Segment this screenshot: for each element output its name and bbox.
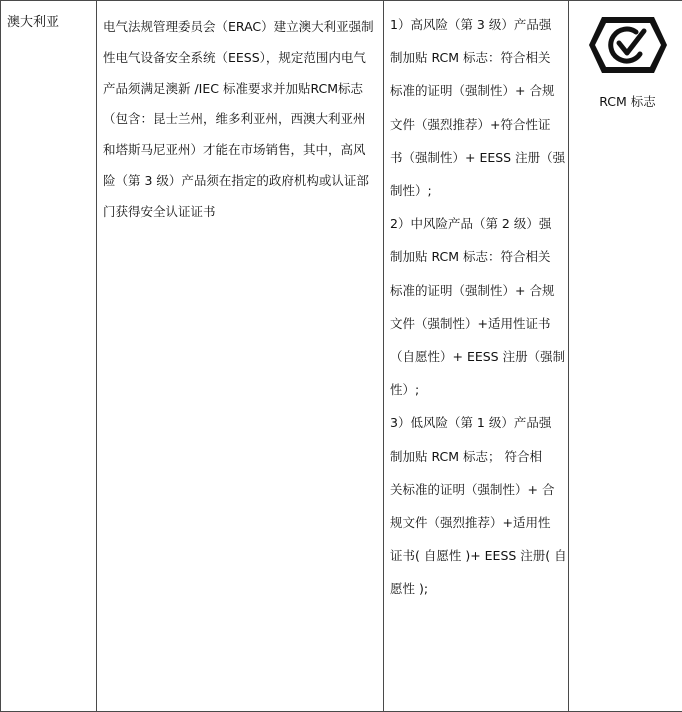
table-row — [1, 1, 682, 712]
requirement-line: 1）高风险（第 3 级）产品强 — [384, 8, 568, 41]
requirement-line: 制加贴 RCM 标志：符合相关 — [384, 41, 568, 74]
requirement-line: 愿性 ); — [384, 572, 568, 605]
description-cell — [97, 1, 384, 712]
requirement-line: 文件（强烈推荐）+符合性证 — [384, 108, 568, 141]
requirement-line: 制加贴 RCM 标志； 符合相 — [384, 440, 568, 473]
requirement-line: 标准的证明（强制性）+ 合规 — [384, 74, 568, 107]
requirements-list — [384, 1, 568, 606]
requirements-cell — [384, 1, 569, 712]
requirement-line: 证书( 自愿性 )+ EESS 注册( 自 — [384, 539, 568, 572]
regulation-description: 电气法规管理委员会（ERAC）建立澳大利亚强制性电气设备安全系统（EESS），规定范围内电气产品须满足澳新 /IEC 标准要求并加贴RCM标志（包含：昆士兰州，维多利亚州，西澳大利亚州和塔斯马尼亚州）才能在市场销售，其中，高风险（第 3 级）产品须在指定的政府机构或认证部门获得安全认证证书 — [97, 1, 383, 228]
requirement-line: 性）; — [384, 373, 568, 406]
requirement-line: 关标准的证明（强制性）+ 合 — [384, 473, 568, 506]
requirement-line: 文件（强制性）+适用性证书 — [384, 307, 568, 340]
rcm-mark-icon — [588, 15, 668, 75]
rcm-mark-label: RCM 标志 — [599, 93, 656, 111]
requirement-line: 3）低风险（第 1 级）产品强 — [384, 406, 568, 439]
requirement-line: 规文件（强烈推荐）+适用性 — [384, 506, 568, 539]
requirement-line: 制加贴 RCM 标志：符合相关 — [384, 240, 568, 273]
requirement-line: （自愿性）+ EESS 注册（强制 — [384, 340, 568, 373]
region-cell — [1, 1, 97, 712]
requirement-line: 制性）; — [384, 174, 568, 207]
requirement-line: 标准的证明（强制性）+ 合规 — [384, 274, 568, 307]
requirement-line: 2）中风险产品（第 2 级）强 — [384, 207, 568, 240]
region-name: 澳大利亚 — [1, 1, 96, 33]
mark-block — [569, 1, 682, 111]
mark-cell — [569, 1, 682, 712]
requirement-line: 书（强制性）+ EESS 注册（强 — [384, 141, 568, 174]
